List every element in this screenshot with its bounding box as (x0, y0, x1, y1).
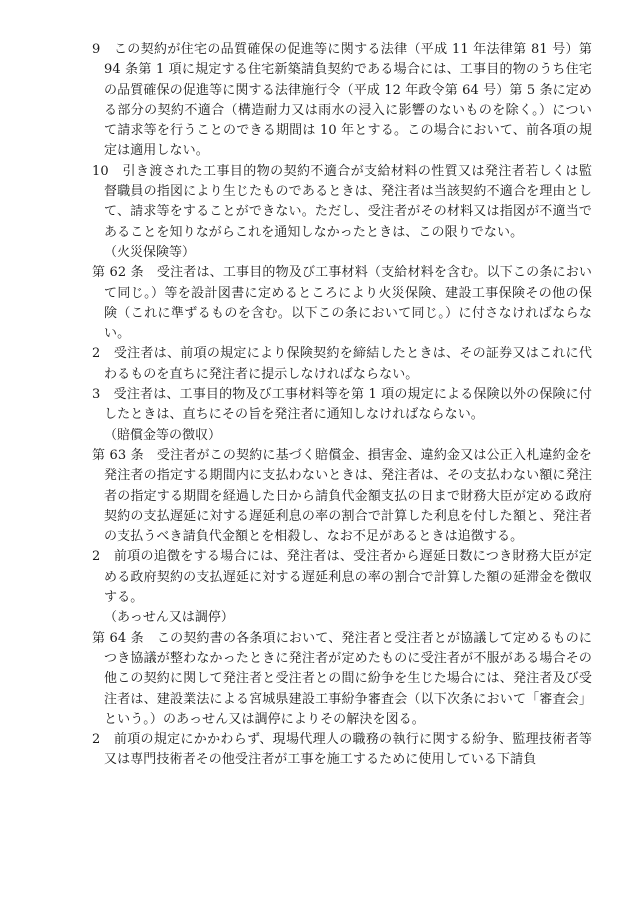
paragraph-art61-9: 9 この契約が住宅の品質確保の促進等に関する法律（平成 11 年法律第 81 号）第 94 条第 1 項に規定する住宅新築請負契約である場合には、工事目的物のうち住宅の品質確保の促進等に関する法律施行令（平成 12 年政令第 64 号）第 5 条に定める部分の契約不適合（構造耐力又は雨水の浸入に影響のないものを除く。）について請求等を行うことのできる期間は 10 年とする。この場合において、前各項の規定は適用しない。 (92, 42, 592, 159)
heading-mediation: （あっせん又は調停） (104, 610, 234, 626)
paragraph-art63: 第 63 条 受注者がこの契約に基づく賠償金、損害金、違約金又は公正入札違約金を発注者の指定する期間内に支払わないときは、発注者は、その支払わない額に発注者の指定する期間を経過した日から請負代金額支払の日まで財務大臣が定める政府契約の支払遅延に対する遅延利息の率の割合で計算した利息を付した額と、発注者の支払うべき請負代金額とを相殺し、なお不足があるときは追徴する。 (92, 447, 592, 545)
heading-compensation-collection: （賠償金等の徴収） (104, 427, 222, 443)
paragraph-art64-2: 2 前項の規定にかかわらず、現場代理人の職務の執行に関する紛争、監理技術者等又は専門技術者その他受注者が工事を施工するために使用している下請負 (92, 732, 592, 768)
paragraph-art61-10: 10 引き渡された工事目的物の契約不適合が支給材料の性質又は発注者若しくは監督職員の指図により生じたものであるときは、発注者は当該契約不適合を理由として、請求等をすることができない。ただし、受注者がその材料又は指図が不適当であることを知りながらこれを通知しなかったときは、この限りでない。 (92, 163, 592, 240)
paragraph-art62-3: 3 受注者は、工事目的物及び工事材料等を第 1 項の規定による保険以外の保険に付したときは、直ちにその旨を発注者に通知しなければならない。 (92, 387, 592, 423)
paragraph-art63-2: 2 前項の追徴をする場合には、発注者は、受注者から遅延日数につき財務大臣が定める政府契約の支払遅延に対する遅延利息の率の割合で計算した額の延滞金を徴収する。 (92, 549, 592, 606)
paragraph-art62: 第 62 条 受注者は、工事目的物及び工事材料（支給材料を含む。以下この条において同じ。）等を設計図書に定めるところにより火災保険、建設工事保険その他の保険（これに準ずるものを含む。以下この条において同じ。）に付さなければならない。 (92, 265, 592, 342)
paragraph-art64: 第 64 条 この契約書の各条項において、発注者と受注者とが協議して定めるものにつき協議が整わなかったときに発注者が定めたものに受注者が不服がある場合その他この契約に関して発注者と受注者との間に紛争を生じた場合には、発注者及び受注者は、建設業法による宮城県建設工事紛争審査会（以下次条において「審査会」という。）のあっせん又は調停によりその解決を図る。 (92, 630, 592, 727)
heading-fire-insurance: （火災保険等） (104, 244, 196, 260)
paragraph-art62-2: 2 受注者は、前項の規定により保険契約を締結したときは、その証券又はこれに代わるものを直ちに発注者に提示しなければならない。 (92, 346, 592, 382)
document-page (92, 40, 592, 771)
